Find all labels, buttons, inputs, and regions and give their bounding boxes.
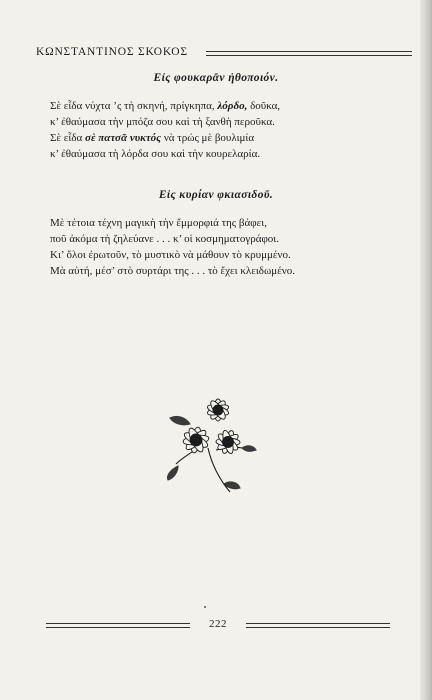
page-footer xyxy=(46,620,390,632)
verse-text: νὰ τρώς μὲ βουλιμία xyxy=(161,132,255,144)
verse-line xyxy=(50,263,390,279)
verse-text: Σὲ εἶδα νύχτα ’ς τὴ σκηνή, πρίγκηπα, xyxy=(50,100,218,112)
poem-title-2: Εἰς κυρίαν φκιασιδοῦ. xyxy=(158,189,274,201)
verse-text: Μὰ αὐτή, μέσ’ στὸ συρτάρι της . . . τὸ ἔχει κλειδωμένο. xyxy=(50,265,295,277)
verse-text: ποῦ ἀκόμα τὴ ζηλεύανε . . . κ’ οἱ κοσμηματογράφοι. xyxy=(50,233,280,245)
verse-emphasis: σὲ πατσᾶ νυκτός xyxy=(85,132,162,144)
verse-line xyxy=(50,231,390,247)
page-number: 222 xyxy=(209,618,227,630)
verse-text: δοῦκα, xyxy=(247,100,281,112)
verse-text: Σὲ εἶδα xyxy=(50,132,86,144)
verse-line xyxy=(50,130,390,146)
verse-line xyxy=(50,247,390,263)
poem-title-1: Εἰς φουκαρᾶν ἠθοποιόν. xyxy=(153,72,279,84)
running-header xyxy=(36,46,412,62)
daisy-flower-icon xyxy=(160,388,260,496)
print-speck xyxy=(204,606,206,608)
running-head-author: ΚΩΝΣΤΑΝΤΙΝΟΣ ΣΚΟΚΟΣ xyxy=(36,46,188,58)
header-double-rule xyxy=(206,51,412,56)
footer-rule-right xyxy=(246,623,390,628)
verse-text: Μὲ τέτοια τέχνη μαγικὴ τὴν ἔμμορφιά της βάφει, xyxy=(50,217,267,229)
verse-line xyxy=(50,114,390,130)
poem-2-verse xyxy=(50,215,390,279)
page-edge-shadow xyxy=(420,0,432,700)
verse-text: κ’ ἐθαύμασα τὴν μπόζα σου καὶ τὴ ξανθὴ περοῦκα. xyxy=(50,116,275,128)
verse-line xyxy=(50,98,390,114)
verse-text: Κι’ ὅλοι ἐρωτοῦν, τὸ μυστικὸ νὰ μάθουν τὸ κρυμμένο. xyxy=(50,249,291,261)
verse-emphasis: λόρδο, xyxy=(217,100,248,112)
verse-text: κ’ ἐθαύμασα τὴ λόρδα σου καὶ τὴν κουρελαρία. xyxy=(50,148,261,160)
verse-line xyxy=(50,146,390,162)
verse-line xyxy=(50,215,390,231)
poem-1-verse xyxy=(50,98,390,162)
